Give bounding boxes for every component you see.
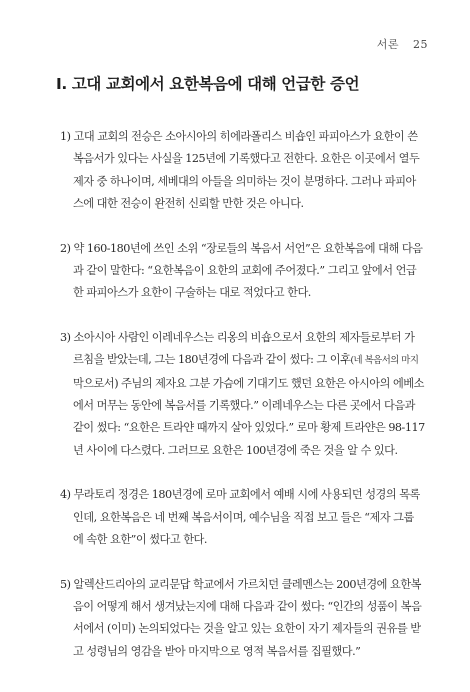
note-line: 고 성령님의 영감을 받아 마지막으로 영적 복음서를 집필했다.” (73, 644, 361, 658)
note-line: 4) 무라토리 정경은 180년경에 로마 교회에서 예배 시에 사용되던 성경의 목록 (60, 488, 420, 502)
note-line: 제자 중 하나이며, 세베대의 아들을 의미하는 것이 분명하다. 그러나 파피아 (73, 174, 416, 188)
note-2 (60, 238, 430, 305)
note-line: 5) 알렉산드리아의 교리문답 학교에서 가르치던 클레멘스는 200년경에 요한복 (60, 577, 421, 591)
note-line: 같이 썼다: “요한은 트라얀 때까지 살아 있었다.” 로마 황제 트라얀은 98-117 (73, 421, 425, 435)
note-line: 인데, 요한복음은 네 번째 복음서이며, 예수님을 직접 보고 들은 “제자 그룹 (73, 510, 414, 524)
note-3 (60, 327, 430, 462)
note-line-text: 르침을 받았는데, 그는 180년경에 다음과 같이 썼다: 그 이후 (73, 353, 351, 367)
note-line: 년 사이에 다스렸다. 그러므로 요한은 100년경에 죽은 것을 알 수 있다. (73, 443, 398, 457)
running-header (377, 36, 428, 52)
chapter-title: I. 고대 교회에서 요한복음에 대해 언급한 증언 (56, 75, 360, 93)
note-line: 2) 약 160-180년에 쓰인 소위 “장로들의 복음서 서언”은 요한복음에 대해 다음 (60, 241, 423, 255)
note-line: 서에서 (이미) 논의되었다는 것을 알고 있는 요한이 자기 제자들의 권유를 받 (73, 622, 421, 636)
note-line: 복음서가 있다는 사실을 125년에 기록했다고 전한다. 요한은 이곳에서 열두 (73, 152, 420, 166)
note-line: 음이 어떻게 해서 생겨났는지에 대해 다음과 같이 썼다: “인간의 성품이 복음 (73, 599, 422, 613)
note-line: 3) 소아시아 사람인 이레네우스는 리옹의 비숍으로서 요한의 제자들로부터 가 (60, 330, 415, 344)
note-line: 1) 고대 교회의 전승은 소아시아의 히에라폴리스 비숍인 파피아스가 요한이 쓴 (60, 130, 418, 143)
note-line: 에서 머무는 동안에 복음서를 기록했다.” 이레네우스는 다른 곳에서 다음과 (73, 399, 415, 413)
note-line: 스에 대한 전승이 완전히 신뢰할 만한 것은 아니다. (73, 197, 304, 211)
section-name: 서론 (376, 38, 399, 51)
note-line (60, 349, 430, 372)
note-line: 과 같이 말한다: “요한복음이 요한의 교회에 주어졌다.” 그리고 앞에서 언급 (73, 264, 417, 278)
note-line-small: (네 복음서의 마지 (350, 355, 419, 367)
note-line: 한 파피아스가 요한이 구술하는 대로 적었다고 한다. (73, 286, 311, 300)
notes-list (60, 126, 430, 685)
note-line: 에 속한 요한”이 썼다고 한다. (73, 533, 207, 547)
note-4 (60, 484, 430, 551)
page-number: 25 (413, 38, 428, 51)
note-1 (60, 126, 430, 216)
note-5 (60, 574, 430, 664)
note-line: 막으로서) 주님의 제자요 그분 가슴에 기대기도 했던 요한은 아시아의 에베소 (73, 376, 424, 390)
